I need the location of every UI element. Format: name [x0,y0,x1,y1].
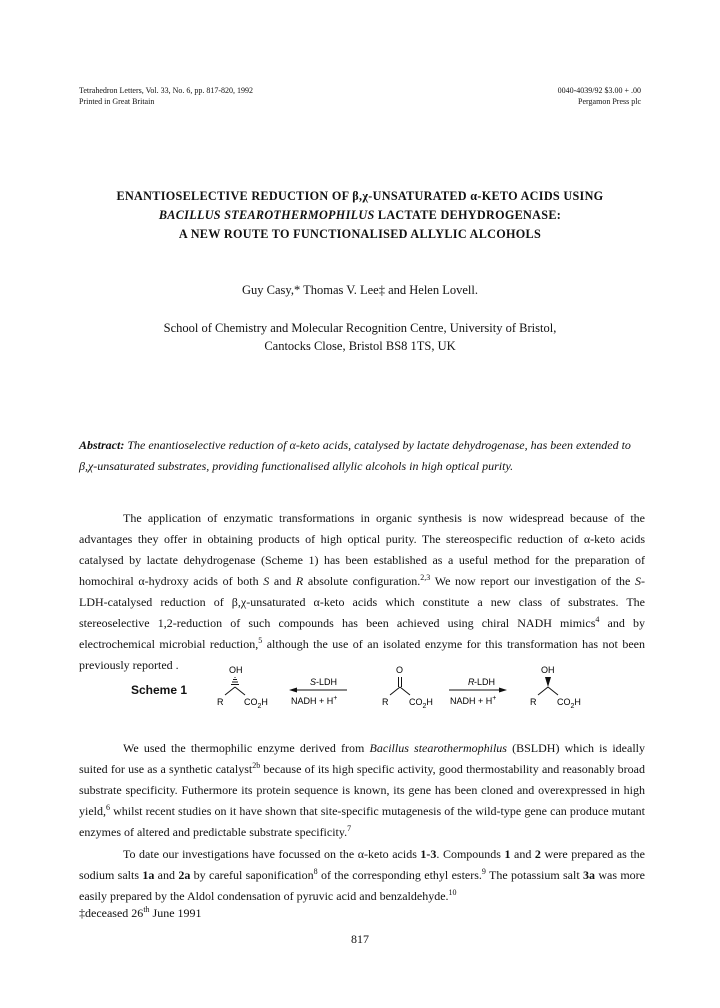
journal-citation: Tetrahedron Letters, Vol. 33, No. 6, pp. 817-820, 1992 [79,86,254,95]
p3-text-h: of the corresponding ethyl esters. [317,868,482,882]
affiliation-line-2: Cantocks Close, Bristol BS8 1TS, UK [264,339,456,353]
p3-text-d: and [510,847,535,861]
title-line-2-rest: LACTATE DEHYDROGENASE: [374,208,562,222]
footnote-text-a: ‡deceased 26 [79,906,144,920]
p3-text-e: were prepared as the sodium salts [79,847,645,882]
r-label-left: R [217,697,224,707]
p1-italic-s: S [263,574,270,588]
oh-label-left: OH [229,665,243,675]
p3-text-g: by careful saponification [190,868,314,882]
r-label-right: R [530,697,537,707]
p3-text-i: The potassium salt [485,868,584,882]
co2h-label-mid: $CO_2H$ [409,697,433,710]
co2h-label-right: $CO_2H$ [557,697,581,710]
o-label: O [396,665,404,675]
printed-in: Printed in Great Britain [79,97,155,106]
p1-text-and: and [269,574,296,588]
p1-ref-1: 2,3 [420,573,431,582]
co2h-label-left: $CO_2H$ [244,697,268,710]
p3-compounds-1-3: 1-3 [420,847,437,861]
p2-text-c: because of its high specific activity, good thermostability and reasonably broad substrate specificity. Futhermore its protein sequence is known, its gene has been cloned and overexpressed in high yield, [79,762,645,818]
paper-title [60,187,660,244]
affiliation [60,319,660,355]
p1-text-a: The application of enzymatic transformations in organic synthesis is now widespread because of the advantages they offer in obtaining products of high optical purity. The stereospecific reduction of α-keto acids catalysed by lactate dehydrogenase (Scheme 1) has been established as a useful method for the preparation of homochiral α-hydroxy acids of both [79,511,645,588]
p3-text-a: To date our investigations have focussed on the α-keto acids [123,847,421,861]
r-hydroxy-acid-structure [530,665,581,710]
scheme-drawing [79,660,645,720]
r-ldh-arrow [449,677,507,706]
title-line-2 [60,206,660,225]
keto-acid-structure [382,665,433,710]
p2-text-a: We used the thermophilic enzyme derived from [123,741,370,755]
r-ldh-prefix: R [468,677,475,687]
p1-text-b: absolute configuration. [303,574,421,588]
p2-text-d: whilst recent studies on it have shown that site-specific mutagenesis of the wild-type gene can produce mutant enzymes of altered and predictable substrate specificity. [79,804,645,839]
title-line-3: A NEW ROUTE TO FUNCTIONALISED ALLYLIC ALCOHOLS [178,227,542,241]
p3-ref-2: 9 [481,867,486,876]
title-line-1: ENANTIOSELECTIVE REDUCTION OF β,χ-UNSATURATED α-KETO ACIDS USING [116,189,604,203]
p1-text-c: We now report our investigation of the [430,574,636,588]
scheme-1 [79,660,645,720]
r-label-mid: R [382,697,389,707]
paragraph-2 [79,738,645,843]
p1-text-d: -LDH-catalysed reduction of β,χ-unsaturated α-keto acids which constitute a new class of substrates. The stereoselective 1,2-reduction of such compounds has been achieved using chiral NADH mimics [79,574,646,630]
p2-ref-1: 2b [252,761,261,770]
p1-ref-2: 4 [595,615,600,624]
r-ldh-label: -LDH [474,677,496,687]
p1-text-f: although the use of an isolated enzyme for this transformation has not been previously reported . [79,637,646,672]
p3-compound-2a: 2a [178,868,191,882]
p3-text-f: and [154,868,179,882]
abstract [79,435,645,477]
s-ldh-arrow [289,677,347,706]
p3-compound-1a: 1a [142,868,155,882]
affiliation-line-1: School of Chemistry and Molecular Recognition Centre, University of Bristol, [163,321,557,335]
footnote [79,906,202,921]
paragraph-3 [79,844,645,907]
p3-compound-1: 1 [504,847,511,861]
p1-italic-s2: S [635,574,642,588]
issn-price: 0040-4039/92 $3.00 + .00 [557,86,641,95]
scheme-label: Scheme 1 [131,683,188,697]
p2-species: Bacillus stearothermophilus [369,741,507,755]
s-ldh-prefix: S [310,677,317,687]
title-species: BACILLUS STEAROTHERMOPHILUS [158,208,375,222]
p3-ref-3: 10 [448,888,457,897]
p2-ref-2: 6 [106,803,110,812]
page-number: 817 [351,932,369,946]
footnote-sup: th [143,905,150,914]
abstract-text: The enantioselective reduction of α-keto acids, catalysed by lactate dehydrogenase, has been extended to β,χ-unsaturated substrates, providing functionalised allylic alcohols in high optical purity. [79,438,631,473]
p2-text-b: (BSLDH) which is ideally suited for use as a synthetic catalyst [79,741,645,776]
p3-compound-2: 2 [534,847,541,861]
publisher: Pergamon Press plc [578,97,641,106]
s-hydroxy-acid-structure [217,665,268,710]
p3-text-j: was more easily prepared by the Aldol condensation of pyruvic acid and benzaldehyde. [79,868,645,903]
p3-text-c: . Compounds [436,847,505,861]
publisher-header [558,85,641,107]
authors: Guy Casy,* Thomas V. Lee‡ and Helen Lovell. [242,283,478,297]
journal-header [79,85,253,107]
abstract-label: Abstract: [79,438,125,452]
s-ldh-label: -LDH [316,677,338,687]
nadh-left: NADH + H+ [291,695,338,706]
p1-text-e: and by electrochemical microbial reduction, [79,616,645,651]
oh-label-right: OH [541,665,555,675]
footnote-text-b: June 1991 [149,906,202,920]
nadh-right: NADH + H+ [450,695,497,706]
p2-ref-3: 7 [347,824,352,833]
paragraph-1 [79,508,645,676]
p3-ref-1: 8 [313,867,318,876]
p1-ref-3: 5 [258,636,263,645]
p3-compound-3a: 3a [583,868,596,882]
p1-italic-r: R [295,574,304,588]
